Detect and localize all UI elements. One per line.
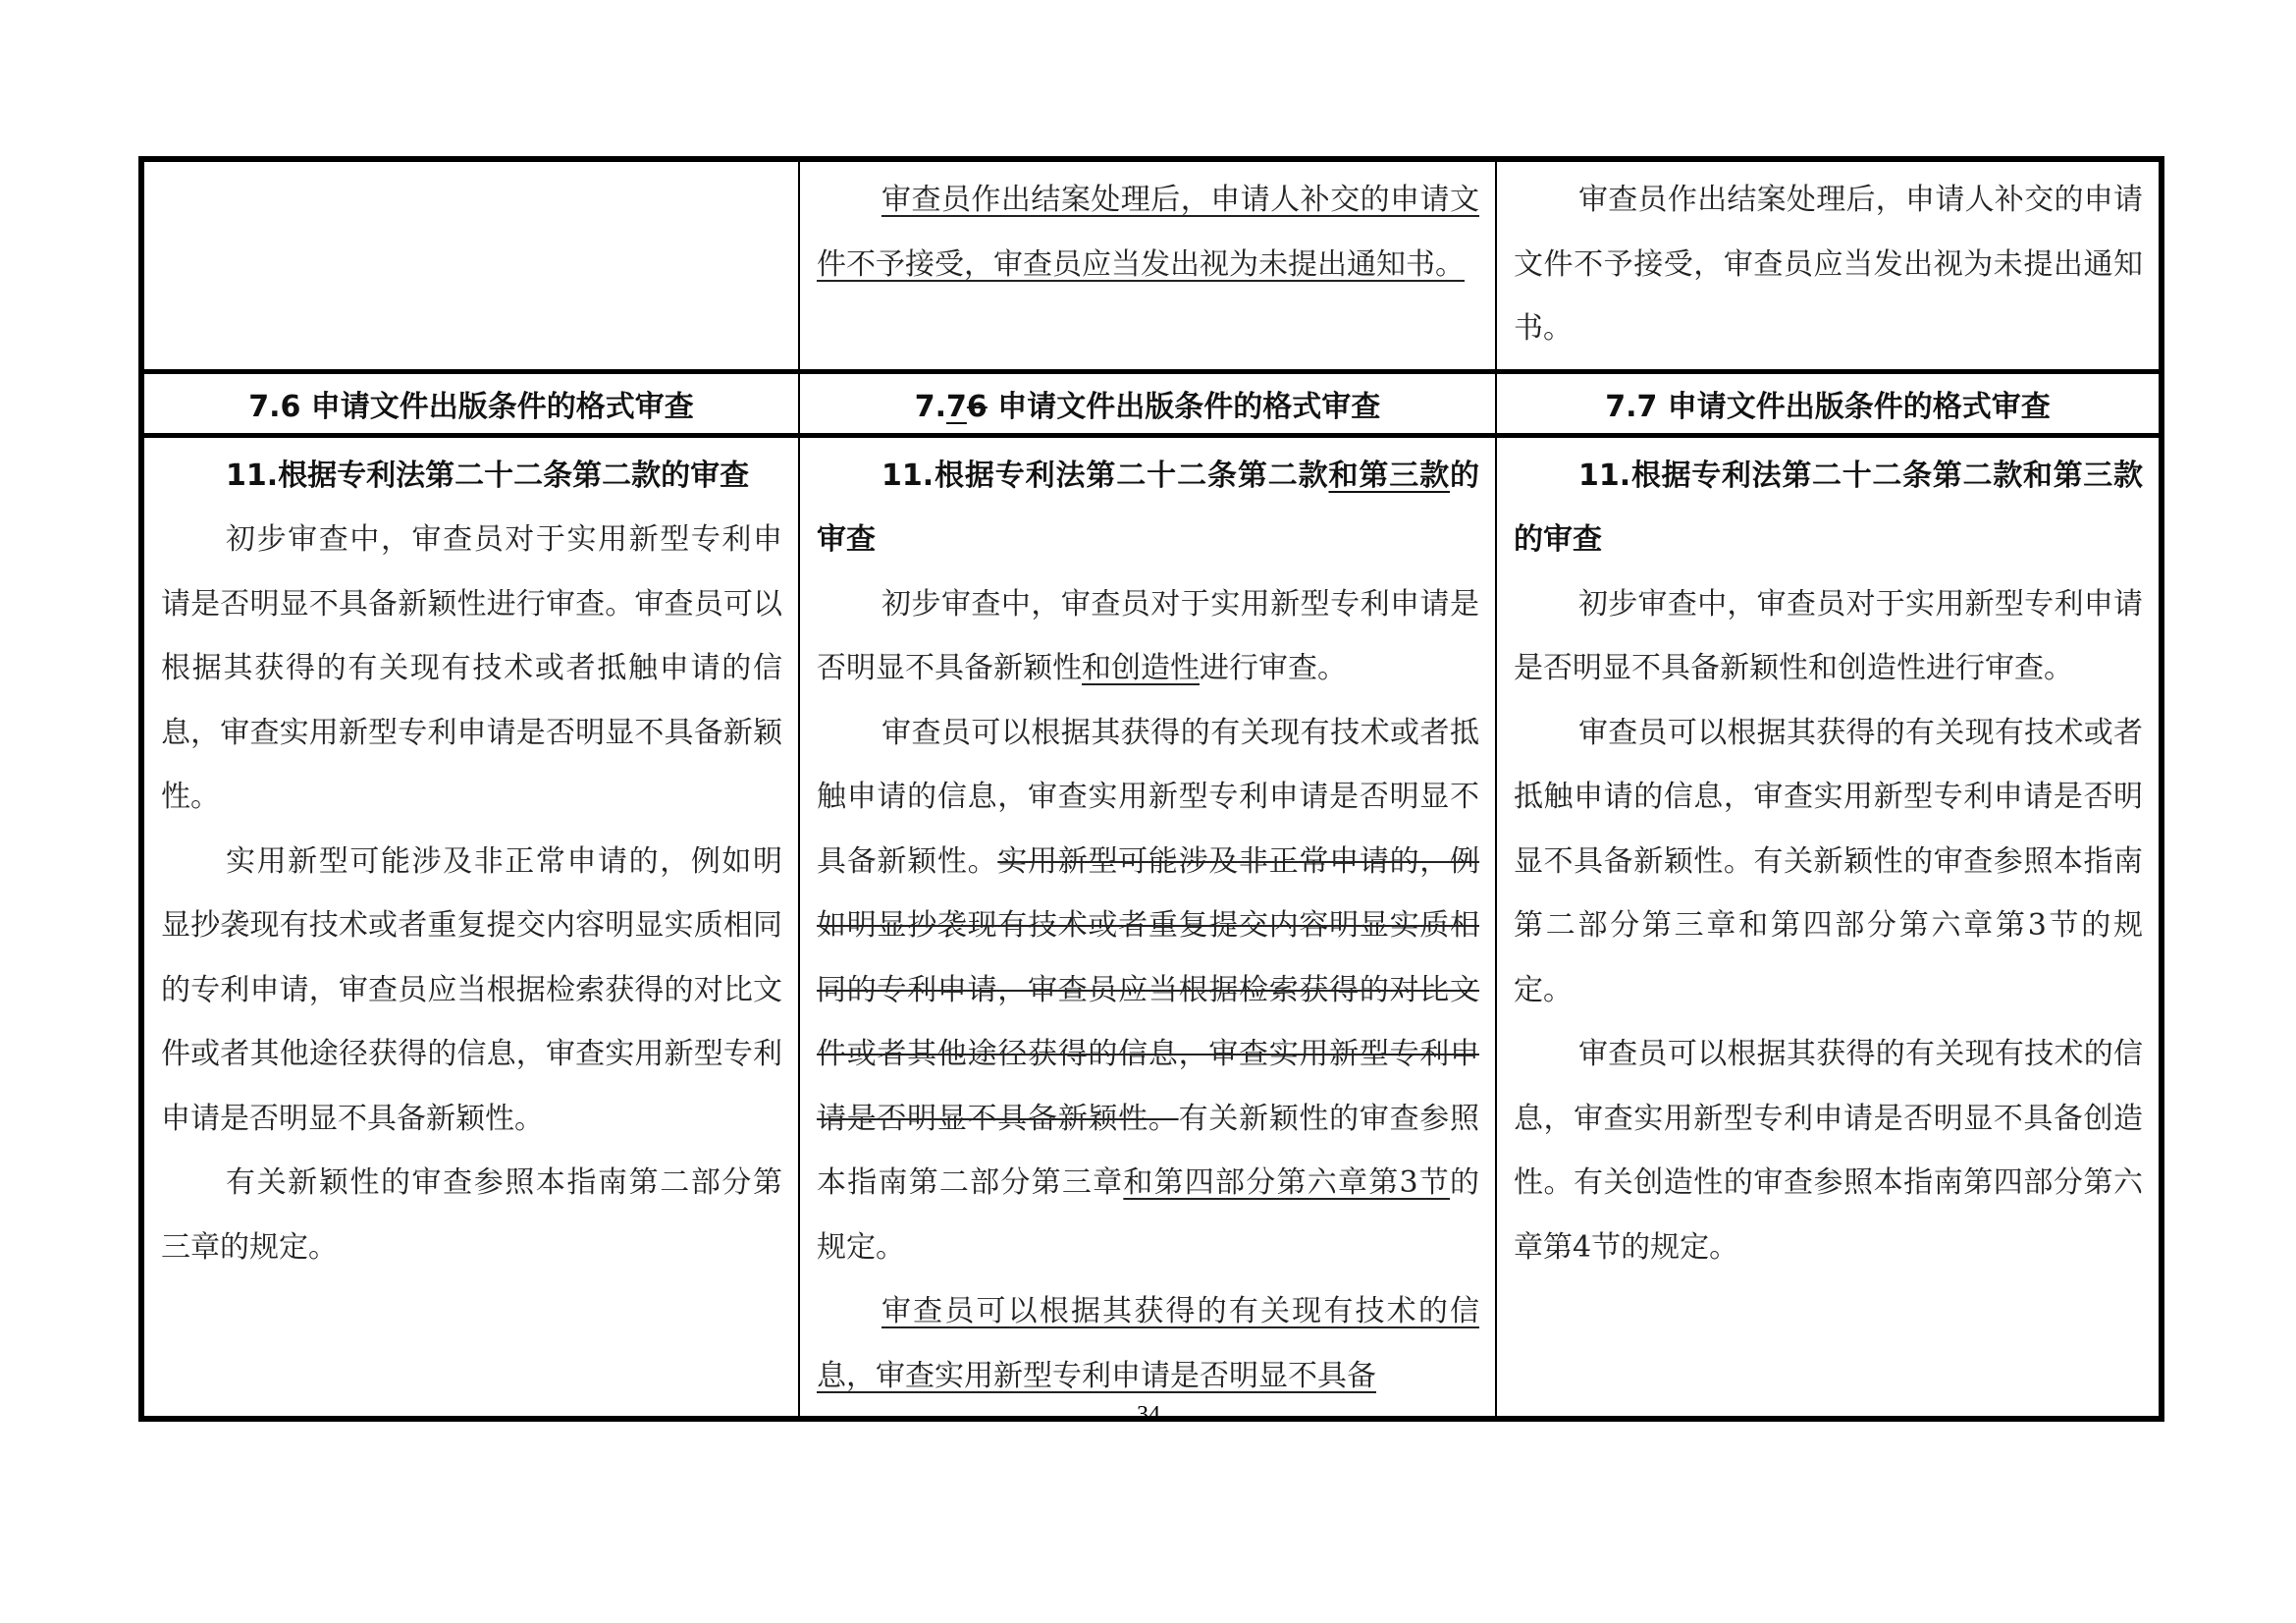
title-text: 的审查	[817, 458, 1479, 557]
table-row	[141, 159, 2162, 371]
deleted-text: 实用新型可能涉及非正常申请的，例如明显抄袭现有技术或者重复提交内容明显实质相同的专利申请，审查员应当根据检索获得的对比文件或者其他途径获得的信息，审查实用新型专利申请是否明显不具备新颖性。	[817, 843, 1480, 1136]
paragraph-text: 审查员可以根据其获得的有关现有技术或者抵触申请的信息，审查实用新型专利申请是否明显不具备新颖性。	[817, 715, 1479, 879]
cell-revised-body	[1496, 435, 2162, 1419]
cell-original-empty	[141, 159, 799, 371]
paragraph: 审查员作出结案处理后，申请人补交的申请文件不予接受，审查员应当发出视为未提出通知书。	[1514, 183, 2143, 346]
paragraph: 审查员可以根据其获得的有关现有技术的信息，审查实用新型专利申请是否明显不具备创造性。有关创造性的审查参照本指南第四部分第六章第4节的规定。	[1514, 1037, 2143, 1265]
header-revised	[1496, 371, 2162, 435]
inserted-text: 和创造性	[1082, 651, 1200, 685]
paragraph	[817, 572, 1479, 701]
subsection-title: 11.根据专利法第二十二条第二款的审查	[226, 458, 750, 493]
section-heading: 7.7 申请文件出版条件的格式审查	[1605, 389, 2051, 424]
paragraph: 有关新颖性的审查参照本指南第二部分第三章的规定。	[161, 1165, 782, 1265]
section-header-row	[141, 371, 2162, 435]
cell-revised-top	[1496, 159, 2162, 371]
section-heading: 7.6 申请文件出版条件的格式审查	[248, 389, 694, 424]
comparison-table	[138, 156, 2164, 1422]
paragraph: 初步审查中，审查员对于实用新型专利申请是否明显不具备新颖性进行审查。审查员可以根据其获得的有关现有技术或者抵触申请的信息，审查实用新型专利申请是否明显不具备新颖性。	[161, 522, 782, 814]
paragraph: 审查员可以根据其获得的有关现有技术或者抵触申请的信息，审查实用新型专利申请是否明显不具备新颖性。有关新颖性的审查参照本指南第二部分第三章和第四部分第六章第3节的规定。	[1514, 715, 2143, 1007]
cell-revision-top	[799, 159, 1496, 371]
paragraph	[817, 701, 1479, 1280]
table-row	[141, 435, 2162, 1419]
title-text: 11.根据专利法第二十二条第二款	[881, 458, 1329, 493]
inserted-text: 和第四部分第六章第3节	[1123, 1165, 1451, 1200]
paragraph: 初步审查中，审查员对于实用新型专利申请是否明显不具备新颖性和创造性进行审查。	[1514, 586, 2143, 685]
heading-text: 申请文件出版条件的格式审查	[987, 389, 1381, 424]
paragraph-text: 初步审查中，审查员对于实用新型专利申请是否明显不具备新颖性	[817, 586, 1479, 685]
paragraph-text: 进行审查。	[1200, 651, 1347, 685]
paragraph: 实用新型可能涉及非正常申请的，例如明显抄袭现有技术或者重复提交内容明显实质相同的专利申请，审查员应当根据检索获得的对比文件或者其他途径获得的信息，审查实用新型专利申请是否明显不具备新颖性。	[161, 843, 782, 1136]
inserted-text: 7	[946, 389, 967, 424]
page-number: 34	[1137, 1402, 1160, 1428]
paragraph-text: 有关新颖性的审查参照本指南第二部分第三章	[817, 1101, 1480, 1200]
header-original	[141, 371, 799, 435]
subsection-title	[817, 444, 1479, 572]
inserted-text: 审查员可以根据其获得的有关现有技术的信息，审查实用新型专利申请是否明显不具备	[817, 1294, 1479, 1393]
deleted-text: 6	[966, 389, 988, 424]
paragraph	[817, 1279, 1479, 1408]
inserted-text: 和第三款	[1328, 458, 1450, 493]
inserted-text: 审查员作出结案处理后，申请人补交的申请文件不予接受，审查员应当发出视为未提出通知书。	[817, 183, 1479, 282]
paragraph-text: 的规定。	[817, 1165, 1480, 1265]
heading-text: 7.	[914, 389, 947, 424]
cell-revision-body	[799, 435, 1496, 1419]
header-revision	[799, 371, 1496, 435]
cell-original-body	[141, 435, 799, 1419]
subsection-title: 11.根据专利法第二十二条第二款和第三款的审查	[1514, 458, 2143, 557]
section-heading	[810, 382, 1485, 425]
